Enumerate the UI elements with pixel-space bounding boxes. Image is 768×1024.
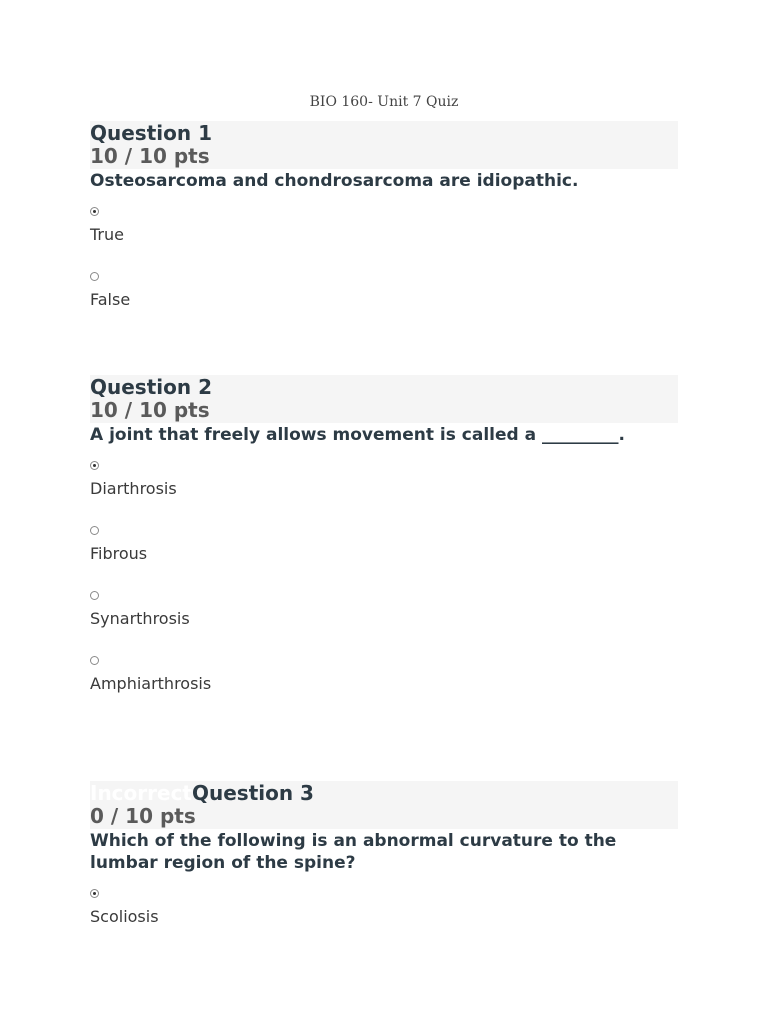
question-points: 10 / 10 pts (90, 398, 210, 422)
question-text: Osteosarcoma and chondrosarcoma are idiopathic. (90, 171, 579, 191)
radio-unchecked-icon[interactable] (90, 272, 99, 281)
question-header (90, 781, 678, 829)
question-title: Question 2 (90, 375, 212, 399)
incorrect-label: Incorrect (90, 781, 192, 805)
radio-checked-icon[interactable] (90, 461, 99, 470)
question-title-text: Question 3 (191, 781, 314, 805)
question-3 (90, 781, 678, 927)
answer-label: Scoliosis (90, 907, 159, 926)
question-1 (90, 121, 678, 310)
answer-option[interactable] (90, 207, 678, 245)
question-text: A joint that freely allows movement is called a _________. (90, 425, 625, 445)
radio-unchecked-icon[interactable] (90, 656, 99, 665)
answer-label: Fibrous (90, 544, 148, 563)
question-points: 10 / 10 pts (90, 144, 210, 168)
question-points: 0 / 10 pts (90, 804, 196, 828)
answer-option[interactable] (90, 656, 678, 694)
question-2 (90, 375, 678, 694)
answer-option[interactable] (90, 461, 678, 499)
document-title: BIO 160- Unit 7 Quiz (309, 94, 459, 110)
radio-unchecked-icon[interactable] (90, 526, 99, 535)
question-title: Question 1 (90, 121, 212, 145)
answer-label: False (90, 290, 131, 309)
question-header (90, 121, 678, 169)
radio-unchecked-icon[interactable] (90, 591, 99, 600)
question-title (90, 782, 678, 805)
question-text: Which of the following is an abnormal curvature to the lumbar region of the spine? (90, 831, 617, 873)
answer-label: Synarthrosis (90, 609, 190, 628)
answer-option[interactable] (90, 526, 678, 564)
answer-option[interactable] (90, 591, 678, 629)
answer-label: Amphiarthrosis (90, 674, 212, 693)
radio-checked-icon[interactable] (90, 889, 99, 898)
answer-option[interactable] (90, 889, 678, 927)
question-header (90, 375, 678, 423)
answer-label: Diarthrosis (90, 479, 177, 498)
answer-label: True (90, 225, 124, 244)
radio-checked-icon[interactable] (90, 207, 99, 216)
answer-option[interactable] (90, 272, 678, 310)
